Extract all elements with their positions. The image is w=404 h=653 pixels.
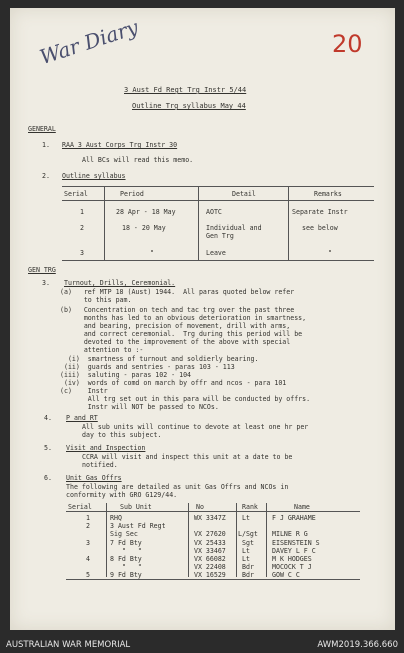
table-cell: Sgt [242,539,254,547]
body-line: devoted to the improvement of the above with special [60,338,291,346]
body-line: The following are detailed as unit Gas Offrs and NCOs in [66,483,289,491]
item-title: Outline syllabus [62,172,126,180]
table-cell: 5 [86,571,90,579]
footer-source: AUSTRALIAN WAR MEMORIAL [6,640,131,650]
item-body: All BCs will read this memo. [82,156,194,164]
table-cell: VX 16529 [194,571,226,579]
table-cell: Lt [242,547,250,555]
body-line: (c) Instr [60,387,108,395]
body-line: conformity with GRO G129/44. [66,491,178,499]
body-line: (b) Concentration on tech and tac trg over the past three [60,306,295,314]
item-number: 6. [44,474,52,482]
table-cell: 2 [80,224,84,232]
table-rule [62,200,374,201]
handwritten-note: War Diary [36,14,142,70]
item-number: 1. [42,141,50,149]
table-header-cell: Sub Unit [120,503,152,511]
item-number: 2. [42,172,50,180]
document-page [10,8,395,630]
body-line: attention to :- [60,346,144,354]
table-header-cell: Serial [64,190,88,198]
table-rule [66,579,360,580]
body-line: (iv) words of comd on march by offr and ncos - para 101 [60,379,287,387]
table-cell: 3 [86,539,90,547]
table-cell: 4 [86,555,90,563]
body-line: (ii) guards and sentries - paras 103 - 113 [60,363,235,371]
table-cell: " [328,249,332,257]
archive-footer [0,636,404,653]
item-title: Turnout, Drills, Ceremonial. [64,279,176,287]
table-rule [266,503,267,577]
table-cell: EISENSTEIN S [272,539,320,547]
table-cell: RHQ [110,514,122,522]
table-rule [288,186,289,260]
body-line: and correct ceremonial. Trg during this period will be [60,330,303,338]
item-title: Unit Gas Offrs [66,474,122,482]
page-number-annotation: 20 [332,30,363,58]
table-cell: 3 Aust Fd Regt Sig Sec [110,522,166,538]
body-line: and bearing, precision of movement, drill with arms, [60,322,291,330]
table-header-cell: Name [294,503,310,511]
table-cell: Lt [242,514,250,522]
body-line: (i) smartness of turnout and soldierly bearing. [60,355,259,363]
table-cell: Separate Instr [292,208,348,216]
table-cell: M K HODGES [272,555,312,563]
table-cell: 9 Fd Bty [110,571,142,579]
item-title: RAA 3 Aust Corps Trg Instr 30 [62,141,178,149]
body-line: Instr will NOT be passed to NCOs. [60,403,219,411]
body-line: months has led to an obvious deterioration in smartness, [60,314,307,322]
table-header-cell: Detail [232,190,256,198]
table-cell: VX 22408 [194,563,226,571]
table-cell: MILNE R G [272,530,308,538]
table-cell: VX 27620 [194,530,226,538]
table-cell: " " [122,563,142,571]
table-header-cell: No [196,503,204,511]
body-line: All sub units will continue to devote at least one hr per [82,423,309,431]
table-cell: 2 [86,522,90,530]
item-number: 5. [44,444,52,452]
body-line: (iii) saluting - paras 102 - 104 [60,371,192,379]
table-cell: DAVEY L F C [272,547,316,555]
table-cell: 28 Apr - 18 May [116,208,176,216]
table-cell: 18 - 20 May [122,224,166,232]
item-number: 3. [42,279,50,287]
item-title: Visit and Inspection [66,444,146,452]
table-cell: Leave [206,249,226,257]
item-number: 4. [44,414,52,422]
table-cell: Lt [242,555,250,563]
table-rule [188,503,189,577]
table-cell: F J GRAHAME [272,514,316,522]
table-rule [198,186,199,260]
table-header-cell: Remarks [314,190,342,198]
table-cell: Bdr [242,571,254,579]
table-cell: 8 Fd Bty [110,555,142,563]
table-cell: GOW C C [272,571,300,579]
item-title: P and RT [66,414,98,422]
table-cell: 1 [80,208,84,216]
body-line: day to this subject. [82,431,162,439]
section-heading-gen-trg: GEN TRG [28,266,56,274]
body-line: CCRA will visit and inspect this unit at a date to be [82,453,293,461]
table-cell: 7 Fd Bty [110,539,142,547]
table-cell: 3 [80,249,84,257]
table-cell: Bdr [242,563,254,571]
body-line: (a) ref MTP 18 (Aust) 1944. All paras quoted below refer [60,288,295,296]
table-cell: MOCOCK T J [272,563,312,571]
table-cell: VX 66082 [194,555,226,563]
table-header-cell: Serial [68,503,92,511]
section-heading-general: GENERAL [28,125,56,133]
footer-catalog-id: AWM2019.366.660 [317,640,398,650]
table-rule [62,186,374,187]
body-line: All trg set out in this para will be conducted by offrs. [60,395,311,403]
table-cell: Individual and Gen Trg [206,224,262,240]
document-title: 3 Aust Fd Regt Trg Instr 5/44 [124,86,247,94]
table-cell: L/Sgt [238,530,258,538]
table-cell: VX 25433 [194,539,226,547]
table-rule [104,186,105,260]
table-cell: 1 [86,514,90,522]
body-line: notified. [82,461,118,469]
table-cell: VX 33467 [194,547,226,555]
table-cell: " [150,249,154,257]
table-cell: see below [302,224,338,232]
table-cell: " " [122,547,142,555]
table-cell: AOTC [206,208,222,216]
table-rule [62,260,374,261]
table-rule [236,503,237,577]
document-subtitle: Outline Trg syllabus May 44 [132,102,246,110]
table-cell: WX 3347Z [194,514,226,522]
table-rule [106,503,107,577]
table-header-cell: Period [120,190,144,198]
table-header-cell: Rank [242,503,258,511]
table-rule [66,511,360,512]
body-line: to this pam. [60,296,132,304]
